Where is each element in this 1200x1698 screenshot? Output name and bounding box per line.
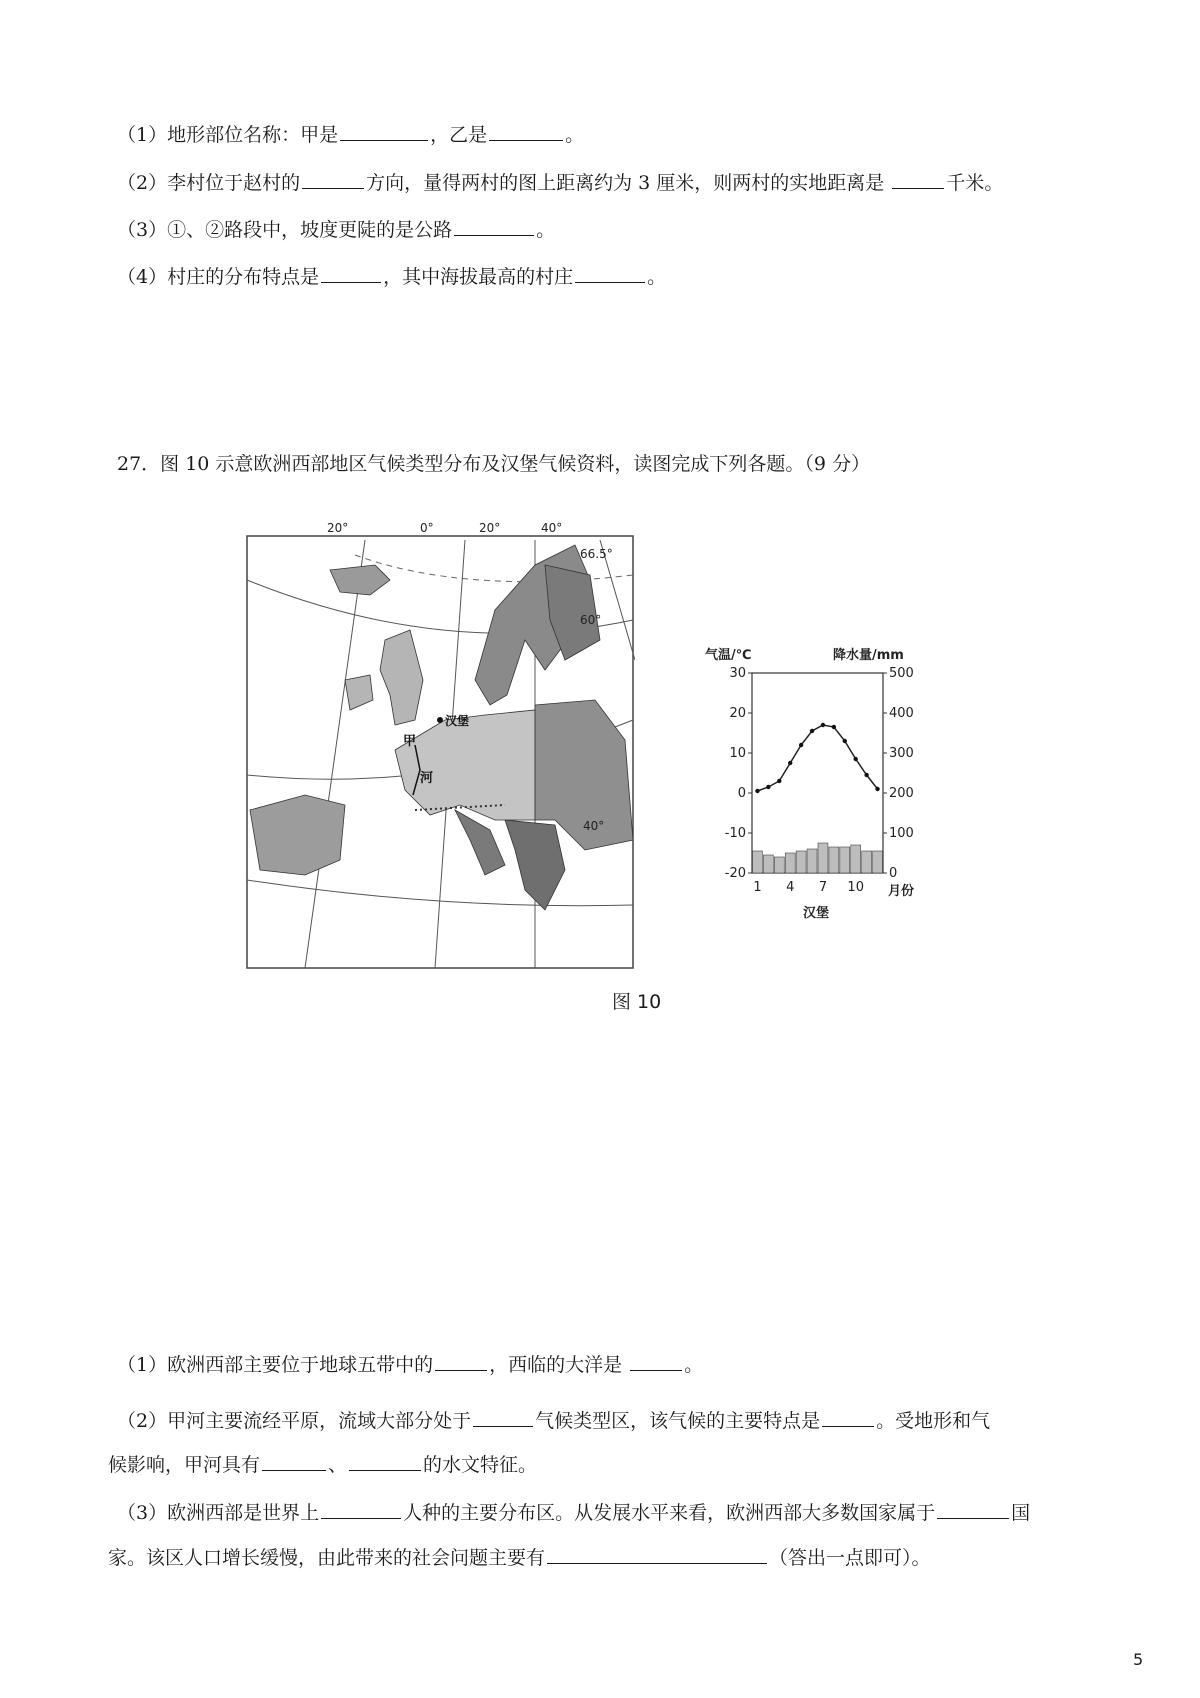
chart-x-axis-title: 月份 — [888, 884, 915, 899]
answer-blank[interactable] — [937, 1500, 1009, 1519]
question-4-villages: （4）村庄的分布特点是 ，其中海拔最高的村庄 。 — [117, 266, 667, 288]
temperature-point — [810, 729, 814, 733]
y-right-tick-label: 300 — [889, 746, 914, 761]
lat-label: 66.5° — [580, 547, 613, 561]
answer-blank[interactable] — [321, 264, 381, 283]
answer-blank[interactable] — [630, 1352, 682, 1371]
answer-blank[interactable] — [473, 1408, 533, 1427]
chart-title: 汉堡 — [803, 906, 830, 921]
q27-part-3-line1: （3）欧洲西部是世界上 人种的主要分布区。从发展水平来看，欧洲西部大多数国家属于 国 — [117, 1502, 1031, 1524]
precipitation-bar — [753, 851, 763, 873]
y-left-tick-label: -20 — [724, 866, 746, 881]
temperature-point — [766, 785, 770, 789]
x-tick-label: 7 — [818, 880, 828, 895]
question-27-stem: 27．图 10 示意欧洲西部地区气候类型分布及汉堡气候资料，读图完成下列各题。（9 分） — [117, 453, 871, 475]
precipitation-bar — [829, 847, 839, 873]
temperature-point — [755, 789, 759, 793]
temperature-point — [832, 725, 836, 729]
question-1-terrain: （1）地形部位名称：甲是 ，乙是 。 — [117, 124, 585, 146]
x-tick-label: 1 — [753, 880, 762, 895]
page-number: 5 — [1133, 1650, 1144, 1669]
answer-blank[interactable] — [262, 1452, 326, 1471]
precipitation-bar — [785, 853, 795, 873]
y-left-tick-label: 0 — [737, 786, 746, 801]
answer-blank[interactable] — [892, 170, 944, 189]
precipitation-bar — [862, 851, 872, 873]
answer-blank[interactable] — [349, 1452, 421, 1471]
precipitation-bar — [807, 849, 817, 873]
precipitation-bar — [873, 851, 883, 873]
answer-blank[interactable] — [822, 1408, 874, 1427]
precipitation-bar — [774, 857, 784, 873]
temperature-point — [843, 739, 847, 743]
x-tick-label: 4 — [786, 880, 795, 895]
y-right-tick-label: 200 — [889, 786, 914, 801]
temperature-point — [799, 743, 803, 747]
answer-blank[interactable] — [547, 1545, 767, 1564]
y-right-tick-label: 100 — [889, 826, 914, 841]
river-label: 河 — [420, 771, 434, 786]
precipitation-bar — [851, 845, 861, 873]
precipitation-bar — [796, 851, 806, 873]
lat-label: 60° — [580, 613, 602, 627]
question-2-direction-distance: （2）李村位于赵村的 方向，量得两村的图上距离约为 3 厘米，则两村的实地距离是 千米。 — [117, 172, 1004, 194]
y-left-tick-label: 20 — [729, 706, 746, 721]
lon-label: 0° — [420, 521, 434, 535]
q27-part-2-line1: （2）甲河主要流经平原，流域大部分处于 气候类型区，该气候的主要特点是 。受地形和气 — [117, 1410, 991, 1432]
q27-part-1: （1）欧洲西部主要位于地球五带中的 ，西临的大洋是 。 — [117, 1354, 704, 1376]
temperature-point — [854, 757, 858, 761]
question-3-slope: （3）①、②路段中，坡度更陡的是公路 。 — [117, 219, 556, 241]
lat-label: 40° — [583, 819, 605, 833]
temperature-point — [821, 723, 825, 727]
temperature-point — [777, 779, 781, 783]
answer-blank[interactable] — [454, 217, 534, 236]
precipitation-bar — [763, 855, 773, 873]
lon-label: 20° — [327, 521, 349, 535]
temperature-point — [875, 787, 879, 791]
chart-right-axis-title: 降水量/mm — [833, 648, 904, 663]
answer-blank[interactable] — [340, 122, 428, 141]
x-tick-label: 10 — [847, 880, 864, 895]
answer-blank[interactable] — [575, 264, 645, 283]
y-left-tick-label: 30 — [729, 666, 746, 681]
europe-climate-map — [245, 520, 635, 970]
chart-left-axis-title: 气温/℃ — [705, 648, 752, 663]
lon-label: 40° — [541, 521, 563, 535]
y-right-tick-label: 400 — [889, 706, 914, 721]
temperature-point — [864, 773, 868, 777]
q27-part-3-line2: 家。该区人口增长缓慢，由此带来的社会问题主要有 （答出一点即可）。 — [108, 1547, 931, 1569]
city-label-hamburg: 汉堡 — [445, 714, 470, 728]
hamburg-climate-chart — [705, 645, 935, 925]
answer-blank[interactable] — [489, 122, 563, 141]
answer-blank[interactable] — [302, 170, 364, 189]
answer-blank[interactable] — [435, 1352, 487, 1371]
precipitation-bar — [840, 847, 850, 873]
q27-part-2-line2: 候影响，甲河具有 、 的水文特征。 — [108, 1454, 538, 1476]
y-left-tick-label: 10 — [729, 746, 746, 761]
temperature-point — [788, 761, 792, 765]
precipitation-bar — [818, 843, 828, 873]
figure-caption: 图 10 — [612, 991, 662, 1013]
y-right-tick-label: 500 — [889, 666, 914, 681]
y-right-tick-label: 0 — [889, 866, 898, 881]
y-left-tick-label: -10 — [724, 826, 746, 841]
river-label: 甲 — [403, 734, 417, 749]
lon-label: 20° — [479, 521, 501, 535]
answer-blank[interactable] — [321, 1500, 401, 1519]
